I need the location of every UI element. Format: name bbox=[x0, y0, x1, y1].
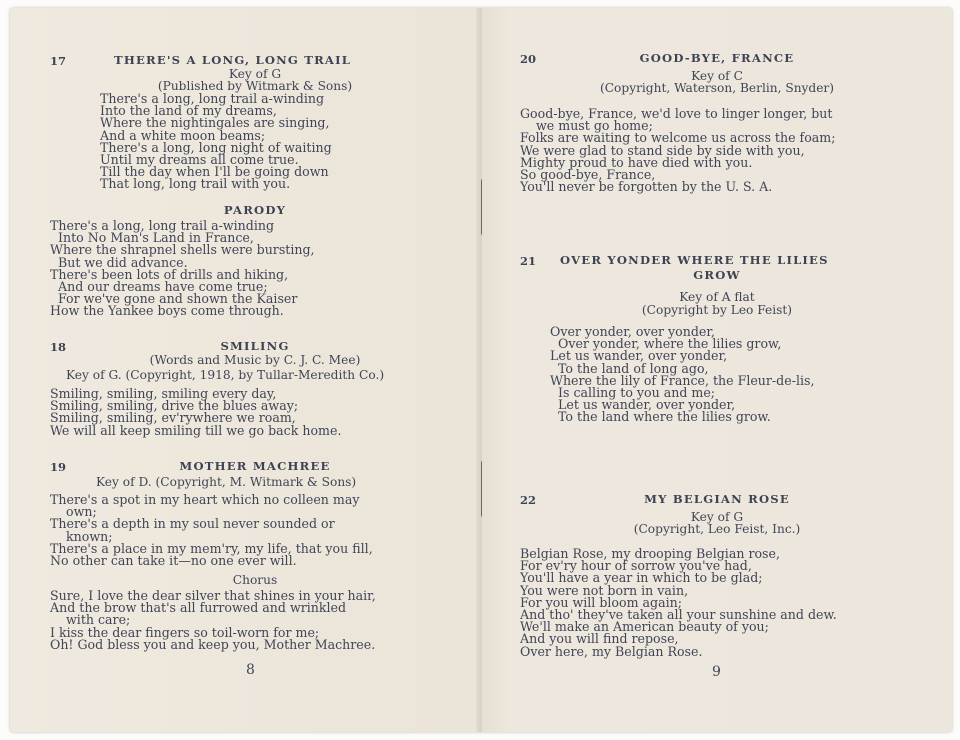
lyric-line: Over yonder, over yonder, bbox=[550, 324, 716, 339]
lyric-line: Until my dreams all come true. bbox=[100, 152, 299, 168]
lyric-line: For you will bloom again; bbox=[520, 594, 682, 610]
page-number: 8 bbox=[246, 662, 255, 678]
chorus-lyrics bbox=[50, 590, 376, 651]
lyric-line: There's a long, long trail a-winding bbox=[100, 91, 325, 106]
lyric-line: You'll have a year in which to be glad; bbox=[520, 570, 763, 586]
lyric-line: Sure, I love the dear silver that shines in your hair, bbox=[50, 588, 376, 603]
song-lyrics bbox=[520, 548, 837, 658]
lyric-line: You were not born in vain, bbox=[520, 582, 689, 598]
song-copyright: (Copyright by Leo Feist) bbox=[641, 303, 793, 317]
song-title: MOTHER MACHREE bbox=[179, 459, 331, 473]
song-number: 21 bbox=[520, 254, 537, 268]
song-title: MY BELGIAN ROSE bbox=[644, 492, 790, 506]
lyric-line: To the land where the lilies grow. bbox=[550, 409, 771, 425]
page-number: 9 bbox=[712, 664, 721, 680]
song-copyright: (Copyright, Leo Feist, Inc.) bbox=[633, 522, 801, 536]
song-lyrics bbox=[520, 108, 836, 193]
lyric-line: Where the lily of France, the Fleur-de-lis, bbox=[550, 372, 815, 388]
lyric-line: So good-bye, France, bbox=[520, 167, 656, 183]
lyric-line: And the brow that's all furrowed and wrinkled bbox=[50, 600, 347, 616]
lyric-line: There's a depth in my soul never sounded or bbox=[50, 516, 335, 532]
lyric-line: Over yonder, where the lilies grow, bbox=[550, 336, 782, 352]
lyric-line: Folks are waiting to welcome us across the foam; bbox=[520, 130, 836, 146]
lyric-line: Smiling, smiling, drive the blues away; bbox=[50, 398, 299, 414]
song-key: Key of G bbox=[690, 510, 744, 524]
song-number: 18 bbox=[50, 340, 67, 354]
lyric-line: own; bbox=[50, 504, 97, 520]
song-title: THERE'S A LONG, LONG TRAIL bbox=[114, 53, 352, 67]
lyric-line: There's a spot in my heart which no colleen may bbox=[50, 492, 360, 507]
lyric-line: Smiling, smiling, smiling every day, bbox=[50, 386, 277, 401]
lyric-line: You'll never be forgotten by the U. S. A. bbox=[520, 179, 773, 195]
song-lyrics bbox=[50, 220, 315, 318]
lyric-line: And tho' they've taken all your sunshine and dew. bbox=[520, 607, 837, 623]
song-title: PARODY bbox=[223, 203, 287, 217]
song-copyright: Key of D. (Copyright, M. Witmark & Sons) bbox=[96, 475, 357, 489]
song-key: Key of G bbox=[228, 67, 282, 81]
lyric-line: Over here, my Belgian Rose. bbox=[520, 643, 703, 659]
lyric-line: I kiss the dear fingers so toil-worn for me; bbox=[50, 624, 320, 640]
lyric-line: That long, long trail with you. bbox=[100, 176, 291, 192]
lyric-line: We'll make an American beauty of you; bbox=[520, 619, 769, 635]
lyric-line: But we did advance. bbox=[50, 254, 188, 270]
song-lyrics bbox=[50, 388, 341, 437]
lyric-line: Where the nightingales are singing, bbox=[100, 115, 330, 131]
lyric-line: Into No Man's Land in France, bbox=[50, 230, 254, 246]
song-number: 19 bbox=[50, 460, 67, 474]
lyric-line: For we've gone and shown the Kaiser bbox=[50, 291, 298, 307]
left-page bbox=[10, 8, 480, 732]
lyric-line: There's a long, long trail a-winding bbox=[50, 218, 275, 233]
lyric-line: There's been lots of drills and hiking, bbox=[50, 266, 289, 282]
lyric-line: No other can take it—no one ever will. bbox=[50, 553, 297, 569]
song-key: Key of C bbox=[691, 69, 743, 83]
song-copyright: (Copyright, Waterson, Berlin, Snyder) bbox=[599, 81, 835, 95]
lyric-line: Belgian Rose, my drooping Belgian rose, bbox=[520, 546, 780, 561]
song-credits: (Words and Music by C. J. C. Mee) bbox=[149, 353, 361, 367]
lyric-line: Good-bye, France, we'd love to linger longer, but bbox=[520, 106, 833, 121]
lyric-line: And our dreams have come true; bbox=[50, 279, 268, 295]
lyric-line: we must go home; bbox=[520, 118, 653, 134]
song-lyrics bbox=[550, 326, 814, 424]
right-page bbox=[482, 8, 952, 732]
lyric-line: Mighty proud to have died with you. bbox=[520, 154, 753, 170]
song-lyrics bbox=[100, 93, 332, 191]
lyric-line: And you will find repose, bbox=[520, 631, 679, 647]
lyric-line: Let us wander, over yonder, bbox=[550, 348, 728, 364]
song-title: SMILING bbox=[220, 339, 290, 353]
lyric-line: And a white moon beams; bbox=[100, 127, 266, 143]
lyric-line: known; bbox=[50, 528, 113, 544]
lyric-line: Into the land of my dreams, bbox=[100, 103, 277, 119]
lyric-line: Smiling, smiling, ev'rywhere we roam, bbox=[50, 410, 296, 426]
lyric-line: To the land of long ago, bbox=[550, 360, 709, 376]
song-copyright: (Published by Witmark & Sons) bbox=[157, 79, 353, 93]
song-number: 22 bbox=[520, 493, 537, 507]
lyric-line: There's a long, long night of waiting bbox=[100, 139, 332, 155]
lyric-line: We were glad to stand side by side with you, bbox=[520, 142, 805, 158]
song-number: 20 bbox=[520, 52, 537, 66]
songbook-spread bbox=[10, 8, 952, 732]
lyric-line: with care; bbox=[50, 612, 131, 628]
song-key: Key of A flat bbox=[679, 290, 755, 304]
song-title: OVER YONDER WHERE THE LILIES bbox=[560, 253, 829, 267]
lyric-line: Is calling to you and me; bbox=[550, 385, 716, 401]
lyric-line: We will all keep smiling till we go back home. bbox=[50, 422, 342, 438]
song-lyrics bbox=[50, 494, 373, 567]
song-title: GOOD-BYE, FRANCE bbox=[639, 51, 795, 65]
lyric-line: For ev'ry hour of sorrow you've had, bbox=[520, 558, 752, 574]
lyric-line: There's a place in my mem'ry, my life, that you fill, bbox=[50, 540, 373, 556]
lyric-line: Let us wander, over yonder, bbox=[550, 397, 736, 413]
song-number: 17 bbox=[50, 54, 67, 68]
lyric-line: Oh! God bless you and keep you, Mother Machree. bbox=[50, 636, 376, 652]
lyric-line: Till the day when I'll be going down bbox=[100, 164, 329, 180]
chorus-label: Chorus bbox=[232, 573, 278, 587]
lyric-line: How the Yankee boys come through. bbox=[50, 303, 284, 319]
song-copyright: Key of G. (Copyright, 1918, by Tullar-Meredith Co.) bbox=[66, 368, 385, 382]
song-title-continued: GROW bbox=[693, 268, 741, 282]
lyric-line: Where the shrapnel shells were bursting, bbox=[50, 242, 315, 258]
